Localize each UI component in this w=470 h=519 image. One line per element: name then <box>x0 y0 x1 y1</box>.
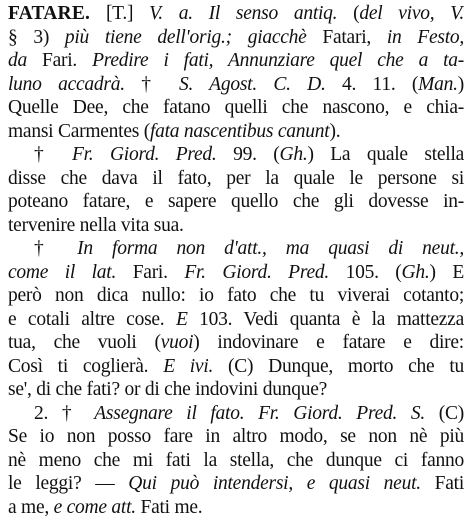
text-segment: Fati me. <box>136 497 203 518</box>
italic-segment: come il lat. <box>8 262 116 283</box>
italic-segment: Fr. Giord. Pred. <box>72 144 217 165</box>
italic-segment: in Festo, <box>387 27 464 48</box>
italic-segment: E ivi. <box>163 356 213 377</box>
text-segment: 2. † <box>34 403 94 424</box>
text-segment: ) indovinare e fatare e dire: <box>193 332 464 353</box>
text-segment: Fari. <box>27 50 92 71</box>
italic-segment: V. a. Il senso antiq. <box>149 3 337 24</box>
text-segment: tua, che vuoli ( <box>8 332 161 353</box>
text-line <box>8 190 464 214</box>
text-segment: poteano fatare, e sapere quello che gli dovesse in- <box>8 191 464 212</box>
italic-segment: giacchè <box>248 27 307 48</box>
text-line <box>8 214 464 238</box>
text-segment: Fari. <box>116 262 184 283</box>
text-segment: [T.] <box>90 3 149 24</box>
italic-segment: da <box>8 50 27 71</box>
italic-segment: Assegnare il fato. Fr. Giord. Pred. S. <box>94 403 425 424</box>
italic-segment: S. Agost. C. D. <box>179 74 326 95</box>
italic-segment: Man. <box>418 74 458 95</box>
text-segment: disse che dava il fato, per la quale le persone si <box>8 168 464 189</box>
text-line <box>8 237 464 261</box>
italic-segment: del vivo, V. <box>359 3 464 24</box>
text-segment: § 3) <box>8 27 65 48</box>
italic-segment: più tiene dell'orig.; <box>65 27 232 48</box>
italic-segment: In forma non d'att., ma quasi di neut., <box>77 238 464 259</box>
italic-segment: Qui può intendersi, e quasi neut. <box>128 473 421 494</box>
entry-body <box>8 2 464 519</box>
text-segment: ) E <box>430 262 464 283</box>
text-line <box>8 355 464 379</box>
text-line <box>8 308 464 332</box>
text-line <box>8 49 464 73</box>
text-segment: se', di che fati? or di che indovini dunque? <box>8 379 327 400</box>
text-line <box>8 167 464 191</box>
text-segment: (C) <box>425 403 464 424</box>
text-line <box>8 73 464 97</box>
text-segment: a me, <box>8 497 54 518</box>
text-line <box>8 425 464 449</box>
text-line <box>8 472 464 496</box>
italic-segment: E <box>176 309 188 330</box>
headword: FATARE. <box>8 3 90 24</box>
text-segment: Quelle Dee, che fatano quelli che nascono, e chia- <box>8 97 464 118</box>
text-line <box>8 496 464 519</box>
italic-segment: luno accadrà. <box>8 74 125 95</box>
text-segment: Così ti coglierà. <box>8 356 163 377</box>
text-line <box>8 402 464 426</box>
text-line <box>8 120 464 144</box>
text-segment: † <box>125 74 179 95</box>
text-segment: e cotali altre cose. <box>8 309 176 330</box>
text-line <box>8 2 464 26</box>
text-segment: Fati <box>421 473 464 494</box>
text-segment: mansi Carmentes ( <box>8 121 150 142</box>
text-segment: ) <box>458 74 464 95</box>
text-segment: 99. ( <box>217 144 280 165</box>
italic-segment: Predire i fati, Annunziare quel che a ta- <box>92 50 464 71</box>
text-line <box>8 26 464 50</box>
text-segment: † <box>34 144 72 165</box>
text-segment: ( <box>337 3 359 24</box>
text-segment: 4. 11. ( <box>326 74 419 95</box>
text-segment: Se io non posso fare in altro modo, se non nè più <box>8 426 464 447</box>
text-segment: nè meno che mi fati la stella, che dunque ci fanno <box>8 450 464 471</box>
text-segment: † <box>34 238 77 259</box>
text-line <box>8 378 464 402</box>
text-segment: 103. Vedi quanta è la mattezza <box>188 309 464 330</box>
text-segment: (C) Dunque, morto che tu <box>213 356 464 377</box>
text-segment: tervenire nella vita sua. <box>8 215 184 236</box>
text-segment: ). <box>329 121 340 142</box>
text-line <box>8 449 464 473</box>
text-line <box>8 284 464 308</box>
italic-segment: Gh. <box>402 262 430 283</box>
text-segment: 105. ( <box>329 262 402 283</box>
text-segment: le leggi? — <box>8 473 128 494</box>
text-line <box>8 331 464 355</box>
italic-segment: Gh. <box>280 144 308 165</box>
text-segment: Fatari, <box>307 27 387 48</box>
italic-segment: fata nascentibus canunt <box>150 121 329 142</box>
italic-segment: e come att. <box>54 497 136 518</box>
text-segment <box>232 27 248 48</box>
text-line <box>8 261 464 285</box>
text-segment: ) La quale stella <box>307 144 464 165</box>
text-line <box>8 96 464 120</box>
italic-segment: Fr. Giord. Pred. <box>184 262 329 283</box>
text-segment: però non dica nullo: io fato che tu viverai cotanto; <box>8 285 464 306</box>
italic-segment: vuoi <box>161 332 194 353</box>
text-line <box>8 143 464 167</box>
